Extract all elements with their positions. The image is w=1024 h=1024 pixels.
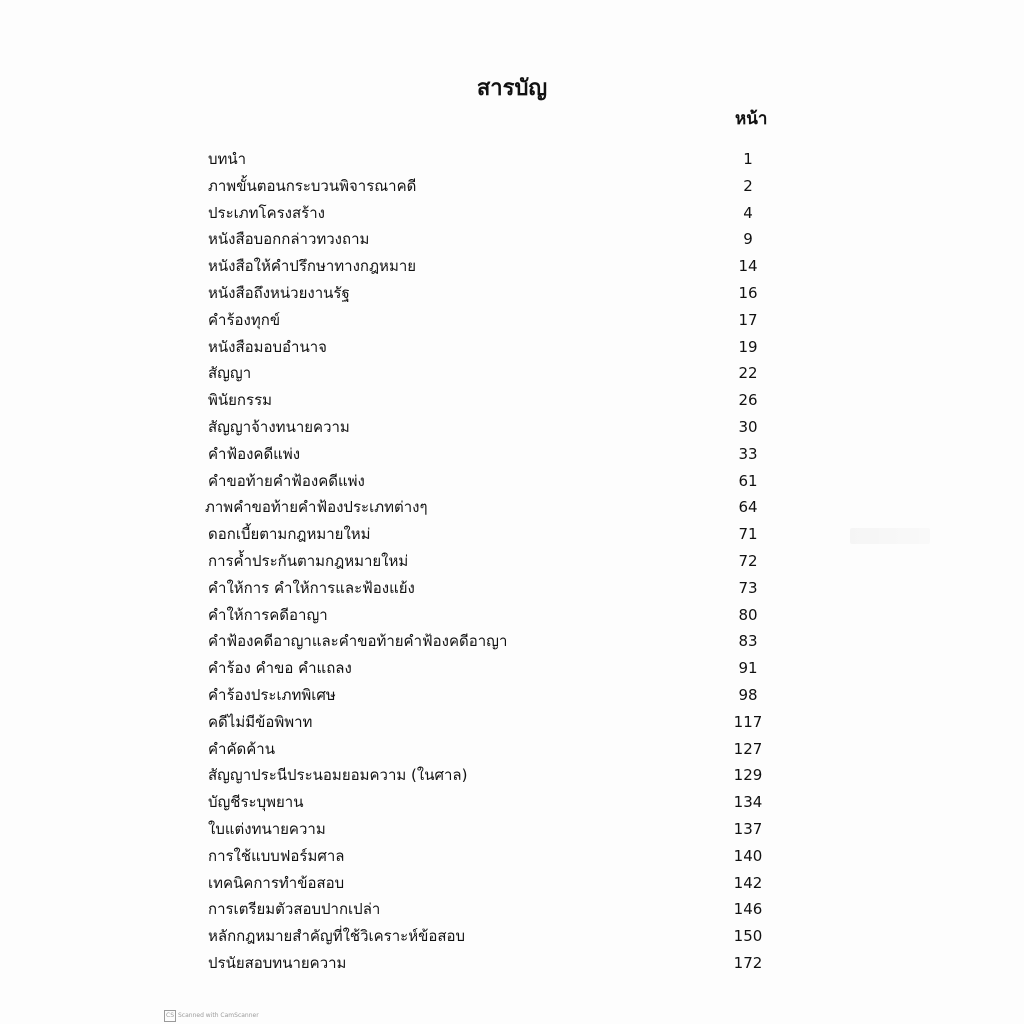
toc-entry: [0, 494, 1024, 521]
page-title: สารบัญ: [476, 76, 548, 101]
toc-entry-page: 64: [738, 498, 758, 517]
toc-entry-title: คำร้องทุกข์: [208, 310, 281, 329]
toc-entry-page: 26: [738, 391, 758, 410]
toc-entry-page: 91: [738, 659, 758, 678]
toc-entry: [0, 146, 1024, 173]
toc-entry: [0, 548, 1024, 575]
toc-entry-title: สัญญา: [208, 364, 252, 383]
toc-entry-page: 117: [733, 712, 763, 731]
toc-entry: [0, 736, 1024, 763]
toc-entry-title: หนังสือบอกกล่าวทวงถาม: [208, 230, 370, 249]
toc-entry: [0, 816, 1024, 843]
toc-entry: [0, 870, 1024, 897]
toc-entry-title: เทคนิคการทำข้อสอบ: [208, 873, 345, 892]
page-column-header: หน้า: [735, 109, 768, 129]
toc-entry-page: 4: [743, 203, 753, 222]
toc-entry: [0, 334, 1024, 361]
toc-entry-title: ปรนัยสอบทนายความ: [208, 953, 347, 972]
toc-entry: [0, 896, 1024, 923]
toc-entry: [0, 709, 1024, 736]
camscanner-logo-icon: CS: [164, 1010, 176, 1022]
toc-entry-page: 71: [738, 525, 758, 544]
show-through-smudge: [850, 528, 930, 544]
table-of-contents: [0, 146, 1024, 977]
toc-entry-page: 80: [738, 605, 758, 624]
toc-entry: [0, 307, 1024, 334]
toc-entry-page: 22: [738, 364, 758, 383]
toc-entry-title: ภาพขั้นตอนกระบวนพิจารณาคดี: [208, 176, 417, 195]
toc-entry-title: สัญญาจ้างทนายความ: [208, 417, 350, 436]
toc-entry-title: คำร้องประเภทพิเศษ: [208, 685, 336, 704]
toc-entry: [0, 602, 1024, 629]
toc-entry-title: บัญชีระบุพยาน: [208, 793, 304, 812]
toc-entry: [0, 762, 1024, 789]
toc-entry-title: การใช้แบบฟอร์มศาล: [208, 846, 345, 865]
toc-entry: [0, 280, 1024, 307]
toc-entry-page: 33: [738, 444, 758, 463]
toc-entry-page: 73: [738, 578, 758, 597]
toc-entry-page: 19: [738, 337, 758, 356]
toc-entry: [0, 628, 1024, 655]
toc-entry-title: การเตรียมตัวสอบปากเปล่า: [208, 900, 381, 919]
toc-entry: [0, 360, 1024, 387]
toc-entry-title: หลักกฎหมายสำคัญที่ใช้วิเคราะห์ข้อสอบ: [208, 927, 466, 946]
scanner-watermark-text: Scanned with CamScanner: [178, 1012, 259, 1019]
toc-entry: [0, 789, 1024, 816]
toc-entry-page: 17: [738, 310, 758, 329]
toc-entry-title: คำคัดค้าน: [208, 739, 275, 758]
toc-entry-page: 9: [743, 230, 753, 249]
toc-entry-page: 140: [733, 846, 763, 865]
toc-entry: [0, 468, 1024, 495]
toc-entry: [0, 843, 1024, 870]
toc-entry-title: คำขอท้ายคำฟ้องคดีแพ่ง: [208, 471, 365, 490]
toc-entry-title: ประเภทโครงสร้าง: [208, 203, 325, 222]
toc-entry: [0, 173, 1024, 200]
toc-entry: [0, 253, 1024, 280]
toc-entry-title: คำฟ้องคดีแพ่ง: [208, 444, 301, 463]
toc-entry-page: 1: [743, 150, 753, 168]
toc-entry: [0, 682, 1024, 709]
toc-entry-title: หนังสือให้คำปรึกษาทางกฎหมาย: [208, 257, 417, 276]
toc-entry: [0, 950, 1024, 977]
toc-entry-title: ดอกเบี้ยตามกฎหมายใหม่: [208, 525, 371, 544]
toc-entry-page: 137: [733, 819, 763, 838]
toc-entry-page: 134: [733, 793, 763, 812]
toc-entry-title: ภาพคำขอท้ายคำฟ้องประเภทต่างๆ: [205, 498, 428, 517]
toc-entry-title: การค้ำประกันตามกฎหมายใหม่: [208, 551, 409, 570]
toc-entry-title: คดีไม่มีข้อพิพาท: [208, 712, 313, 731]
toc-entry-page: 146: [733, 900, 763, 919]
toc-entry: [0, 575, 1024, 602]
toc-entry-title: หนังสือถึงหน่วยงานรัฐ: [208, 283, 350, 302]
toc-entry-title: พินัยกรรม: [208, 391, 273, 410]
toc-entry: [0, 387, 1024, 414]
toc-entry-title: หนังสือมอบอำนาจ: [208, 337, 327, 356]
toc-entry-page: 83: [738, 632, 758, 651]
toc-entry-title: สัญญาประนีประนอมยอมความ (ในศาล): [208, 766, 468, 785]
toc-entry-title: ใบแต่งทนายความ: [208, 819, 326, 838]
toc-entry: [0, 923, 1024, 950]
toc-entry-page: 129: [733, 766, 763, 785]
toc-entry-page: 98: [738, 685, 758, 704]
toc-entry-page: 127: [733, 739, 763, 758]
toc-entry-title: คำให้การ คำให้การและฟ้องแย้ง: [208, 578, 415, 597]
toc-entry: [0, 655, 1024, 682]
toc-entry: [0, 200, 1024, 227]
toc-entry: [0, 226, 1024, 253]
toc-entry-title: บทนำ: [208, 150, 247, 168]
toc-entry-page: 30: [738, 417, 758, 436]
toc-entry-title: คำให้การคดีอาญา: [208, 605, 328, 624]
toc-entry-page: 2: [743, 176, 753, 195]
toc-entry-page: 142: [733, 873, 763, 892]
toc-entry-page: 16: [738, 283, 758, 302]
toc-entry-title: คำร้อง คำขอ คำแถลง: [208, 659, 352, 678]
toc-entry: [0, 414, 1024, 441]
toc-entry: [0, 441, 1024, 468]
toc-entry-page: 72: [738, 551, 758, 570]
toc-entry-page: 61: [738, 471, 758, 490]
toc-entry-page: 14: [738, 257, 758, 276]
toc-entry-title: คำฟ้องคดีอาญาและคำขอท้ายคำฟ้องคดีอาญา: [208, 632, 508, 651]
toc-entry-page: 172: [733, 953, 763, 972]
toc-entry-page: 150: [733, 927, 763, 946]
scanner-watermark: [164, 1010, 259, 1022]
